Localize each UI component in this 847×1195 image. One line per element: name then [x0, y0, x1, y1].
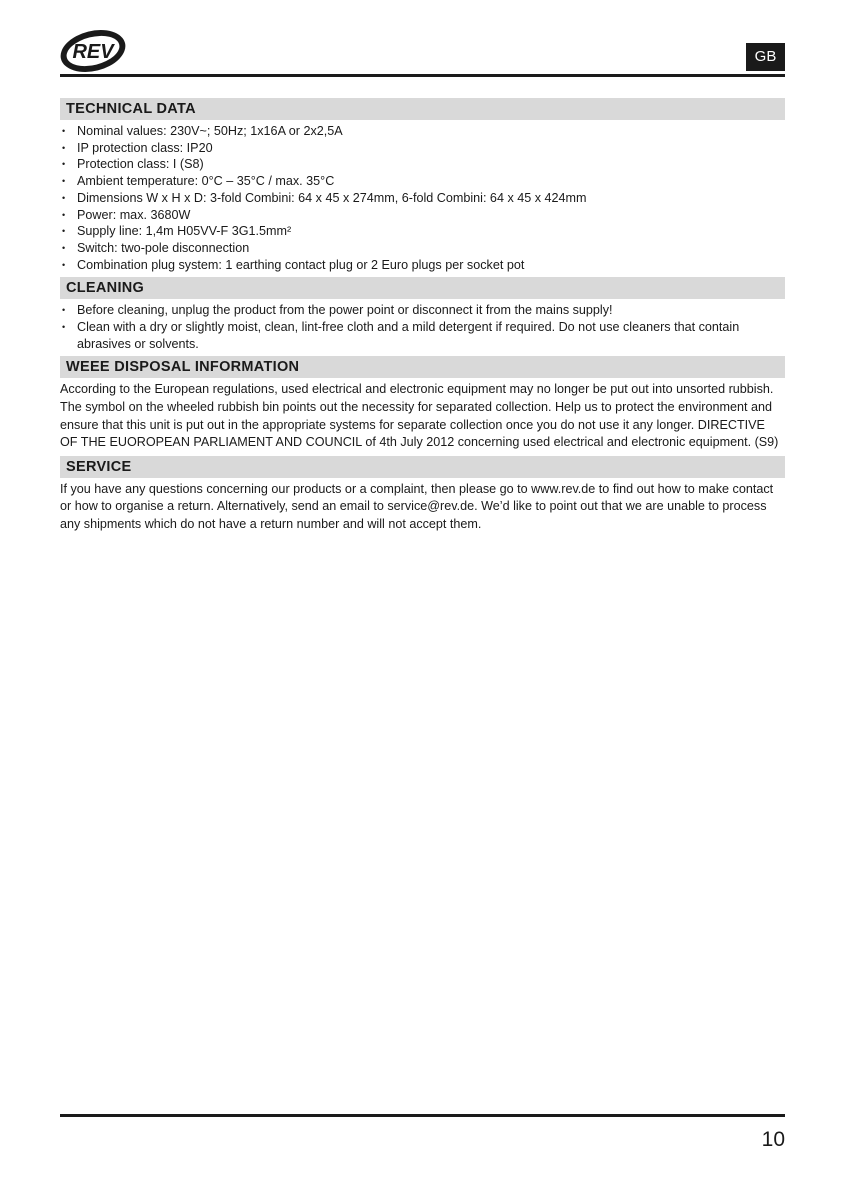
list-item: • Power: max. 3680W — [60, 207, 785, 224]
footer-divider — [60, 1114, 785, 1117]
list-item: • Protection class: I (S8) — [60, 156, 785, 173]
list-item: • Clean with a dry or slightly moist, clean, lint-free cloth and a mild detergent if required. Do not use cleaners that contain abrasives or solvents. — [60, 319, 785, 352]
cleaning-list — [60, 302, 785, 352]
weee-heading: WEEE DISPOSAL INFORMATION — [60, 356, 785, 378]
list-item: • Nominal values: 230V~; 50Hz; 1x16A or 2x2,5A — [60, 123, 785, 140]
page-number: 10 — [761, 1128, 785, 1151]
list-item: • Dimensions W x H x D: 3-fold Combini: 64 x 45 x 274mm, 6-fold Combini: 64 x 45 x 424mm — [60, 190, 785, 207]
weee-paragraph: According to the European regulations, used electrical and electronic equipment may no longer be put out into unsorted rubbish. The symbol on the wheeled rubbish bin points out the necessity for separated collection. Help us to protect the environment and ensure that this unit is put out in the appropriate systems for separate collection once you do not use it any longer. DIRECTIVE OF THE EUOROPEAN PARLIAMENT AND COUNCIL of 4th July 2012 concerning used electrical and electronic equipment. (S9) — [60, 382, 779, 450]
list-item: • Before cleaning, unplug the product from the power point or disconnect it from the mains supply! — [60, 302, 785, 319]
list-item: • Supply line: 1,4m H05VV-F 3G1.5mm² — [60, 223, 785, 240]
document-body — [60, 98, 785, 538]
cleaning-heading: CLEANING — [60, 277, 785, 299]
list-item: • Ambient temperature: 0°C – 35°C / max. 35°C — [60, 173, 785, 190]
list-item: • Switch: two-pole disconnection — [60, 240, 785, 257]
service-heading: SERVICE — [60, 456, 785, 478]
technical-data-heading: TECHNICAL DATA — [60, 98, 785, 120]
header-divider — [60, 74, 785, 77]
list-item: • IP protection class: IP20 — [60, 140, 785, 157]
list-item: • Combination plug system: 1 earthing contact plug or 2 Euro plugs per socket pot — [60, 257, 785, 274]
technical-data-list — [60, 123, 785, 273]
rev-logo — [58, 28, 128, 74]
language-badge: GB — [746, 43, 785, 71]
service-paragraph: If you have any questions concerning our products or a complaint, then please go to www.rev.de to find out how to make contact or how to organise a return. Alternatively, send an email to service@rev.de. We’d like to point out that we are unable to process any shipments which do not have a return number and will not accept them. — [60, 481, 774, 531]
logo-text: REV — [72, 41, 114, 63]
